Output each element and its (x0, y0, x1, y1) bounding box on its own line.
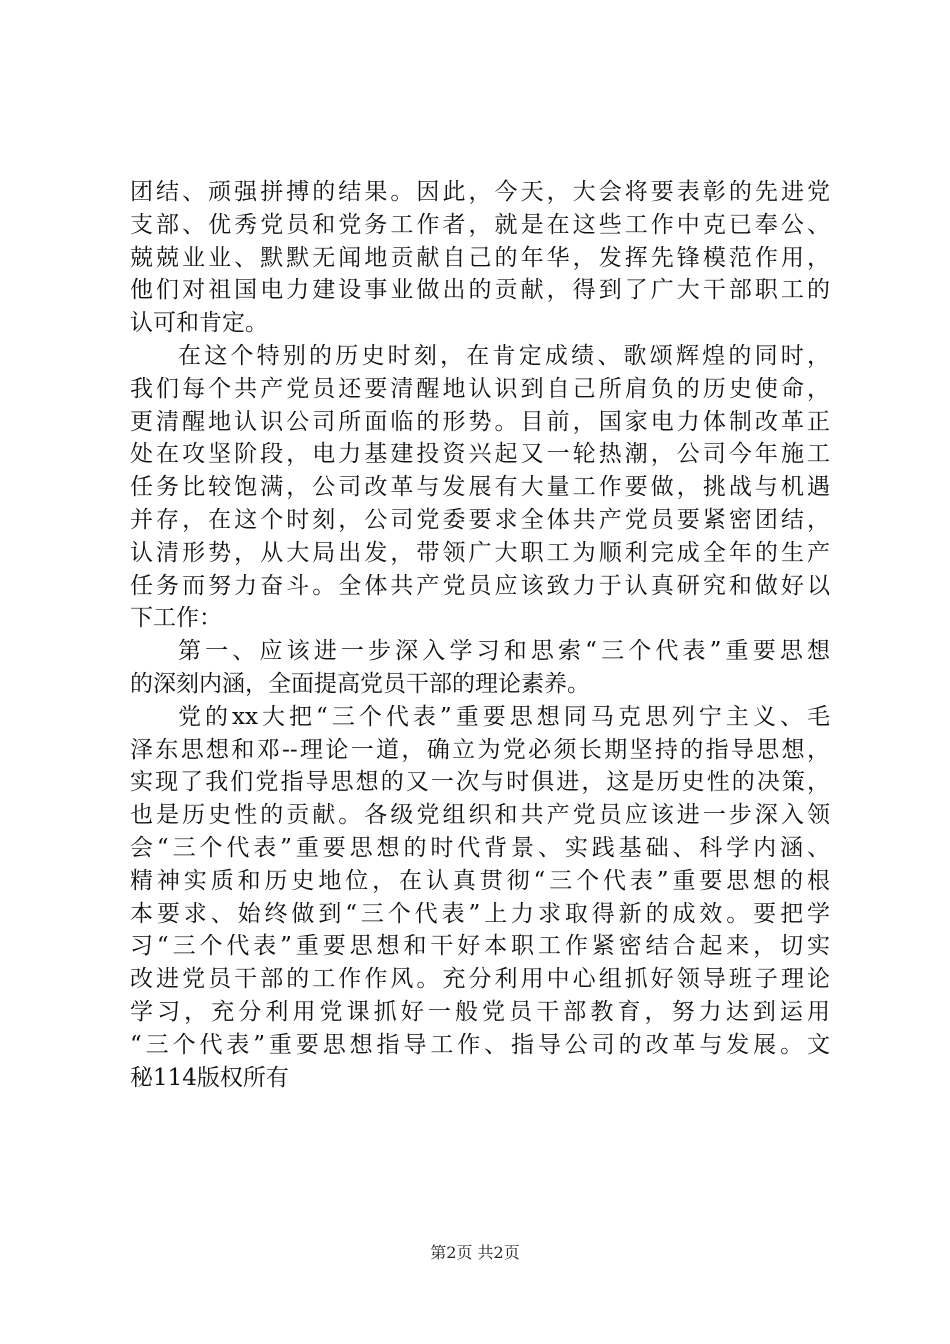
text-line: 兢兢业业、默默无闻地贡献自己的年华，发挥先锋模范作用， (130, 244, 830, 271)
text-line: 任务而努力奋斗。全体共产党员应该致力于认真研究和做好以 (130, 572, 830, 599)
text-line: 改进党员干部的工作作风。充分利用中心组抓好领导班子理论 (130, 966, 830, 993)
text-line: 认可和肯定。 (130, 310, 268, 337)
text-line: 任务比较饱满，公司改革与发展有大量工作要做，挑战与机遇 (130, 474, 830, 501)
text-line: 我们每个共产党员还要清醒地认识到自己所肩负的历史使命， (130, 375, 830, 402)
text-line: 并存，在这个时刻，公司党委要求全体共产党员要紧密团结， (130, 506, 830, 533)
document-body (130, 176, 830, 1094)
text-line: 本要求、始终做到“三个代表”上力求取得新的成效。要把学 (130, 900, 830, 927)
text-line: 实现了我们党指导思想的又一次与时俱进，这是历史性的决策， (130, 769, 830, 796)
text-line: 学习，充分利用党课抓好一般党员干部教育，努力达到运用 (130, 998, 830, 1025)
text-line: 会“三个代表”重要思想的时代背景、实践基础、科学内涵、 (130, 834, 830, 861)
text-line: 更清醒地认识公司所面临的形势。目前，国家电力体制改革正 (130, 408, 830, 435)
text-line: 泽东思想和邓--理论一道，确立为党必须长期坚持的指导思想， (130, 736, 830, 763)
text-line: 的深刻内涵，全面提高党员干部的理论素养。 (130, 670, 590, 697)
text-line: 下工作： (130, 605, 222, 632)
text-line: 支部、优秀党员和党务工作者，就是在这些工作中克已奉公、 (130, 211, 830, 238)
text-line: “三个代表”重要思想指导工作、指导公司的改革与发展。文 (130, 1031, 830, 1058)
page-number-footer: 第2页 共2页 (430, 1243, 520, 1262)
text-line: 团结、顽强拼搏的结果。因此，今天，大会将要表彰的先进党 (130, 179, 830, 205)
text-line: 在这个特别的历史时刻，在肯定成绩、歌颂辉煌的同时， (178, 342, 830, 369)
text-line: 他们对祖国电力建设事业做出的贡献，得到了广大干部职工的 (130, 277, 830, 304)
text-line: 也是历史性的贡献。各级党组织和共产党员应该进一步深入领 (130, 802, 830, 829)
text-line: 处在攻坚阶段，电力基建投资兴起又一轮热潮，公司今年施工 (130, 441, 830, 468)
text-line: 秘114版权所有 (130, 1064, 289, 1091)
text-line: 习“三个代表”重要思想和干好本职工作紧密结合起来，切实 (130, 933, 830, 960)
text-line: 党的xx大把“三个代表”重要思想同马克思列宁主义、毛 (178, 703, 830, 730)
text-line: 精神实质和历史地位，在认真贯彻“三个代表”重要思想的根 (130, 867, 830, 894)
text-line: 认清形势，从大局出发，带领广大职工为顺利完成全年的生产 (130, 539, 830, 566)
text-line: 第一、应该进一步深入学习和思索“三个代表”重要思想 (178, 638, 830, 665)
